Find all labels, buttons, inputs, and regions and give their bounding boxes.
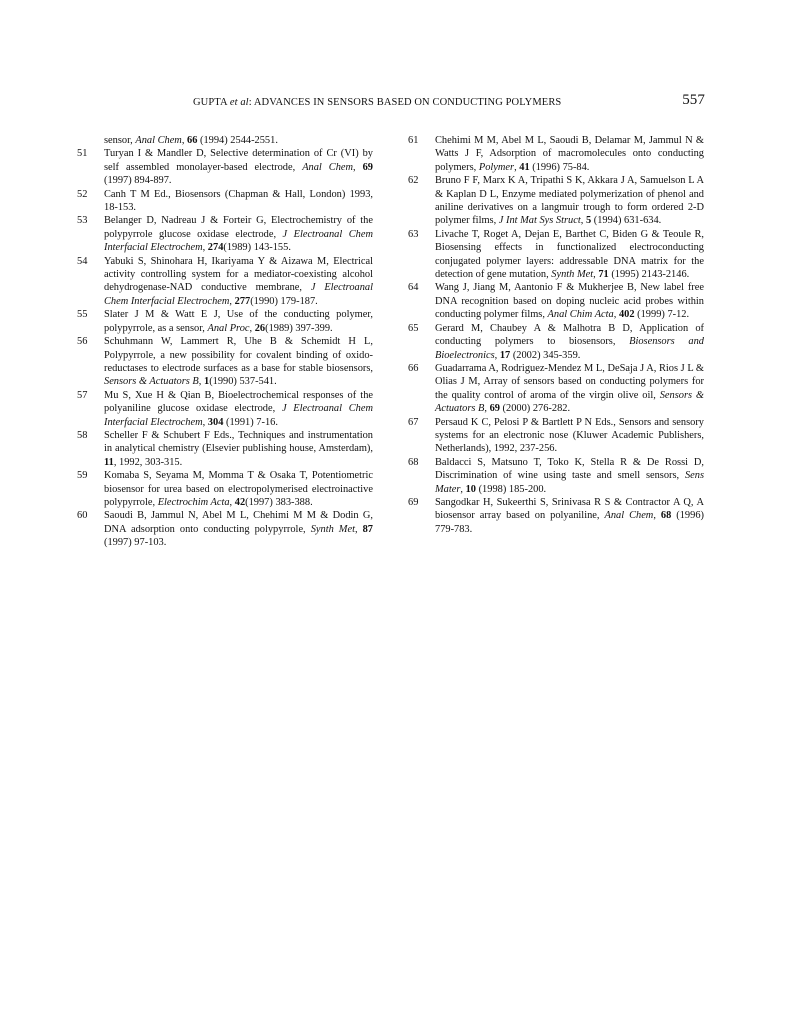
reference-text: (1997) 97-103. — [104, 537, 167, 549]
reference-volume: 1 — [203, 376, 210, 388]
reference-entry — [408, 496, 704, 536]
reference-volume: 26 — [254, 322, 266, 334]
reference-text: Belanger D, Nadreau J & Forteir G, Electrochemistry of the polypyrrole glucose oxidase electrode, — [104, 215, 373, 240]
reference-entry — [77, 214, 373, 254]
reference-text: Schuhmann W, Lammert R, Uhe B & Schemidt H L, Polypyrrole, a new possibility for covalent binding of oxido-reductases to electrode surfaces as a base for stable biosensors, — [104, 336, 373, 374]
reference-volume: 5 — [585, 215, 592, 227]
reference-volume: 42 — [234, 496, 246, 508]
reference-entry — [408, 174, 704, 228]
reference-text: , — [202, 242, 208, 254]
reference-text: , — [202, 416, 208, 428]
reference-number: 61 — [408, 135, 419, 146]
reference-entry — [77, 308, 373, 335]
reference-text: (1996) 75-84. — [529, 161, 590, 173]
reference-journal: Sens Mater — [435, 470, 704, 495]
reference-journal: Synth Met — [551, 269, 594, 281]
reference-text: Slater J M & Watt E J, Use of the conducting polymer, polypyrrole, as a sensor, — [104, 309, 373, 334]
reference-text: Guadarrama A, Rodriguez-Mendez M L, DeSaja J A, Rios J L & Olias J M, Array of sensors based on conducting polymers for the quality control of aroma of the virgin olive oil, — [435, 362, 704, 401]
reference-entry — [408, 134, 704, 174]
reference-text: (1991) 7-16. — [223, 416, 278, 428]
reference-entry — [77, 255, 373, 309]
references-left-column — [77, 134, 373, 550]
reference-journal: Sensors & Actuators B — [104, 376, 199, 388]
reference-number: 55 — [77, 309, 88, 321]
reference-journal: J Electroanal Chem Interfacial Electrochem — [104, 403, 373, 428]
reference-volume: 274 — [207, 242, 224, 254]
reference-text: (1989) 397-399. — [265, 322, 333, 334]
reference-text: Baldacci S, Matsuno T, Toko K, Stella R & De Rossi D, Discrimination of wine using taste and smell sensors, — [435, 456, 704, 482]
reference-entry — [77, 335, 373, 389]
reference-text: , — [229, 496, 235, 508]
reference-journal: Anal Chem — [135, 135, 182, 146]
reference-text: , 1992, 303-315. — [113, 456, 183, 468]
reference-text: , — [249, 322, 255, 334]
reference-number: 59 — [77, 470, 88, 482]
reference-text: (1990) 179-187. — [250, 295, 318, 307]
reference-entry — [77, 188, 373, 215]
reference-entry — [408, 228, 704, 282]
reference-text: Bruno F F, Marx K A, Tripathi S K, Akkara J A, Samuelson L A & Kaplan D L, Enzyme mediated polymerization of phenol and aniline derivatives on a langmuir trough to form ordered 2-D polymer films, — [435, 175, 704, 227]
reference-number: 54 — [77, 255, 88, 267]
reference-volume: 17 — [499, 349, 511, 361]
reference-text: (1990) 537-541. — [209, 376, 277, 388]
reference-journal: Anal Chim Acta — [547, 309, 614, 321]
reference-volume: 68 — [660, 510, 672, 522]
running-title-authors: GUPTA — [193, 97, 230, 108]
reference-volume: 66 — [187, 135, 198, 146]
reference-text: , — [229, 295, 235, 307]
reference-journal: J Electroanal Chem Interfacial Electrochem — [104, 228, 373, 254]
reference-text: Saoudi B, Jammul N, Abel M L, Chehimi M M & Dodin G, DNA adsorption onto conducting polypyrrole, — [104, 510, 373, 535]
reference-volume: 277 — [234, 295, 251, 307]
reference-number: 56 — [77, 336, 88, 348]
page-number: 557 — [682, 92, 705, 108]
reference-text: , — [354, 523, 363, 535]
reference-volume: 69 — [489, 403, 500, 415]
reference-journal: Biosensors and Bioelectronics — [435, 336, 704, 361]
running-title-text: : ADVANCES IN SENSORS BASED ON CONDUCTING POLYMERS — [248, 97, 562, 108]
reference-text: , — [181, 135, 188, 146]
reference-entry — [77, 509, 373, 549]
reference-entry — [408, 362, 704, 416]
reference-text: Chehimi M M, Abel M L, Saoudi B, Delamar M, Jammul N & Watts J F, Adsorption of macromolecules onto conducting polymers, — [435, 135, 704, 173]
reference-number: 64 — [408, 282, 419, 294]
reference-text: Sangodkar H, Sukeerthi S, Srinivasa R S & Contractor A Q, A biosensor array based on polyaniline, — [435, 496, 704, 522]
reference-text: (1995) 2143-2146. — [608, 269, 690, 281]
reference-entry — [408, 416, 704, 456]
reference-text: (1997) 383-388. — [245, 496, 313, 508]
reference-text: Komaba S, Seyama M, Momma T & Osaka T, Potentiometric biosensor for urea based on electropolymerised electroinactive polypyrrole, — [104, 470, 373, 508]
reference-volume: 11 — [104, 456, 114, 468]
reference-text: (1998) 185-200. — [476, 483, 547, 495]
reference-journal: Synth Met — [310, 523, 355, 535]
reference-journal: Anal Chem — [604, 510, 654, 522]
reference-volume: 87 — [362, 523, 373, 535]
reference-journal: J Electroanal Chem Interfacial Electrochem — [104, 282, 373, 307]
reference-journal: Electrochim Acta — [157, 496, 230, 508]
reference-entry — [77, 429, 373, 469]
reference-text: , — [460, 483, 466, 495]
reference-text: , — [580, 215, 586, 227]
reference-number: 65 — [408, 322, 419, 334]
reference-volume: 41 — [519, 161, 530, 173]
reference-text: (2002) 345-359. — [510, 349, 581, 361]
reference-journal: Polymer — [478, 161, 515, 173]
reference-entry — [77, 389, 373, 429]
reference-text: , — [198, 376, 204, 388]
reference-text: , — [494, 349, 500, 361]
reference-number: 63 — [408, 228, 419, 240]
reference-text: sensor, — [104, 135, 136, 146]
reference-journal: Anal Proc — [207, 322, 250, 334]
reference-number: 60 — [77, 510, 88, 522]
reference-text: , — [653, 510, 661, 522]
reference-text: (1994) 631-634. — [591, 215, 662, 227]
reference-text: (1989) 143-155. — [223, 242, 291, 254]
running-title — [193, 97, 561, 108]
reference-entry — [77, 469, 373, 509]
reference-number: 68 — [408, 456, 419, 468]
reference-number: 57 — [77, 389, 88, 401]
reference-text: (2000) 276-282. — [499, 403, 571, 415]
reference-number: 66 — [408, 362, 419, 374]
reference-entry — [408, 322, 704, 362]
reference-journal: Sensors & Actuators B — [435, 389, 704, 415]
reference-text: Gerard M, Chaubey A & Malhotra B D, Application of conducting polymers to biosensors, — [435, 322, 704, 348]
reference-text: , — [484, 403, 490, 415]
reference-text: (1997) 894-897. — [104, 175, 172, 187]
reference-text: Livache T, Roget A, Dejan E, Barthet C, Biden G & Teoule R, Biosensing effects in functionalized electroconducting conjugated polymer layers: addressable DNA matrix for the detection of gene mutation, — [435, 228, 704, 281]
reference-entry — [77, 134, 373, 147]
reference-number: 53 — [77, 215, 88, 227]
reference-number: 69 — [408, 496, 419, 508]
reference-volume: 71 — [598, 269, 609, 281]
reference-volume: 304 — [207, 416, 224, 428]
reference-text: Turyan I & Mandler D, Selective determination of Cr (VI) by self assembled monolayer-based electrode, — [104, 148, 373, 173]
reference-text: Scheller F & Schubert F Eds., Techniques and instrumentation in analytical chemistry (Elsevier publishing house, Amsterdam), — [104, 429, 373, 455]
reference-journal: Anal Chem — [302, 161, 354, 173]
reference-text: Yabuki S, Shinohara H, Ikariyama Y & Aizawa M, Electrical activity controlling system for a mediator-coexisting alcohol dehydrogenase-NAD conductive membrane, — [104, 255, 373, 294]
reference-text: Mu S, Xue H & Qian B, Bioelectrochemical responses of the polyaniline glucose oxidase electrode, — [104, 389, 373, 415]
running-header — [90, 94, 705, 114]
reference-text: (1994) 2544-2551. — [197, 135, 278, 146]
reference-number: 51 — [77, 148, 88, 160]
reference-number: 62 — [408, 175, 419, 187]
reference-text: Persaud K C, Pelosi P & Bartlett P N Eds., Sensors and sensory systems for an electronic nose (Kluwer Academic Publishers, Netherlands), 1992, 237-256. — [435, 416, 704, 455]
reference-entry — [408, 281, 704, 321]
reference-text: , — [514, 161, 520, 173]
reference-journal: J Int Mat Sys Struct — [498, 215, 581, 227]
reference-text: , — [613, 309, 619, 321]
reference-text: , — [353, 161, 363, 173]
reference-text: , — [593, 269, 599, 281]
reference-volume: 69 — [362, 161, 373, 173]
reference-entry — [77, 147, 373, 187]
reference-number: 67 — [408, 416, 419, 428]
reference-text: Wang J, Jiang M, Aantonio F & Mukherjee B, New label free DNA recognition based on doping nucleic acid probes within conducting polymer films, — [435, 282, 704, 321]
reference-entry — [408, 456, 704, 496]
reference-number: 58 — [77, 429, 88, 441]
reference-volume: 402 — [618, 309, 635, 321]
references-right-column — [408, 134, 704, 536]
reference-text: Canh T M Ed., Biosensors (Chapman & Hall, London) 1993, 18-153. — [104, 188, 373, 214]
reference-text: (1996) 779-783. — [435, 510, 704, 535]
running-title-etal: et al — [229, 97, 249, 108]
reference-text: (1999) 7-12. — [634, 309, 690, 321]
reference-number: 52 — [77, 188, 88, 200]
reference-volume: 10 — [465, 483, 476, 495]
